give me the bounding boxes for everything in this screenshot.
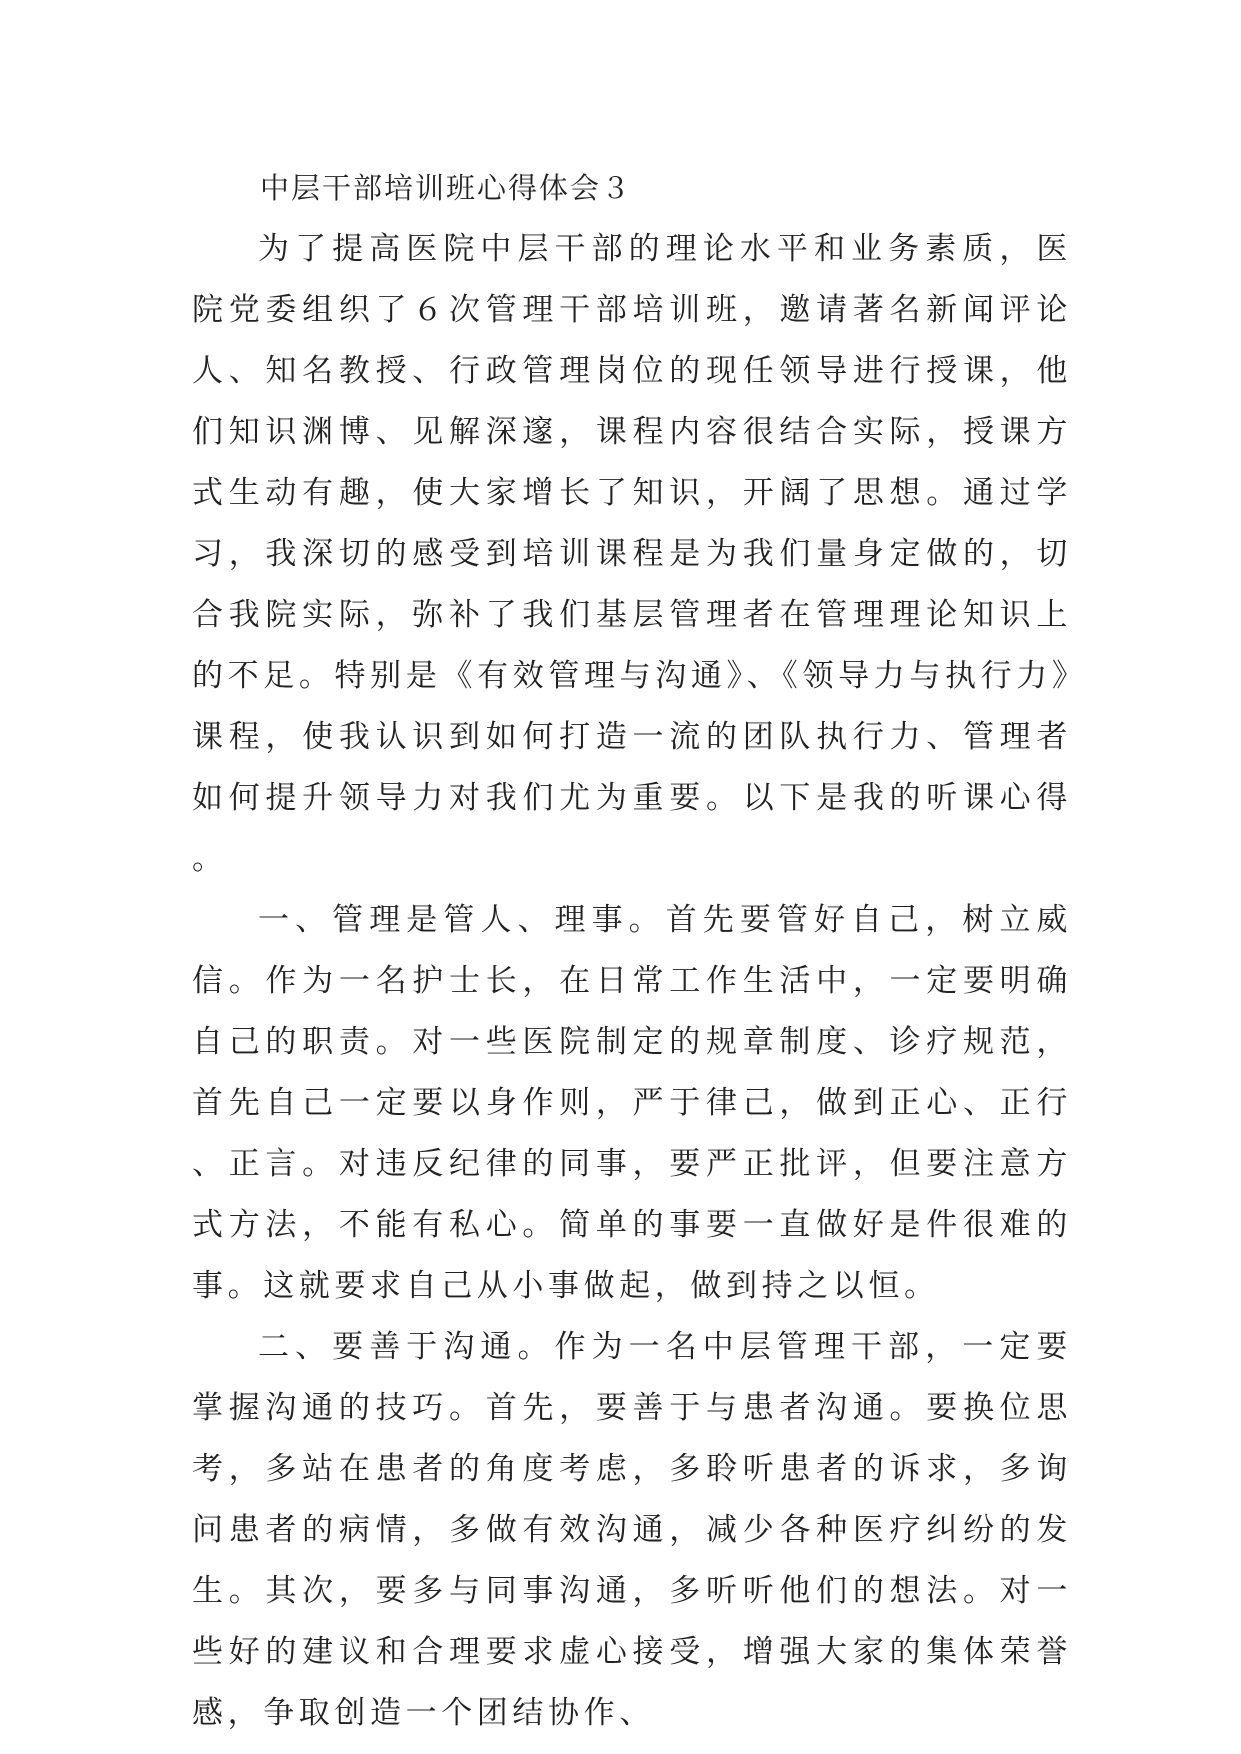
document-title: 中层干部培训班心得体会３: [260, 171, 633, 205]
paragraph-intro: 为了提高医院中层干部的理论水平和业务素质，医院党委组织了６次管理干部培训班，邀请著名新闻评论人、知名教授、行政管理岗位的现任领导进行授课，他们知识渊博、见解深邃，课程内容很结合实际，授课方式生动有趣，使大家增长了知识，开阔了思想。通过学习，我深切的感受到培训课程是为我们量身定做的，切合我院实际，弥补了我们基层管理者在管理理论知识上的不足。特别是《有效管理与沟通》、《领导力与执行力》课程，使我认识到如何打造一流的团队执行力、管理者如何提升领导力对我们尤为重要。以下是我的听课心得。: [192, 231, 1072, 877]
paragraph-section-2: 二、要善于沟通。作为一名中层管理干部，一定要掌握沟通的技巧。首先，要善于与患者沟通。要换位思考，多站在患者的角度考虑，多聆听患者的诉求，多询问患者的病情，多做有效沟通，减少各种医疗纠纷的发生。其次，要多与同事沟通，多听听他们的想法。对一些好的建议和合理要求虚心接受，增强大家的集体荣誉感，争取创造一个团结协作、: [192, 1329, 1072, 1731]
document-body: [192, 158, 1072, 1744]
paragraph-section-1: 一、管理是管人、理事。首先要管好自己，树立威信。作为一名护士长，在日常工作生活中，一定要明确自己的职责。对一些医院制定的规章制度、诊疗规范，首先自己一定要以身作则，严于律己，做到正心、正行、正言。对违反纪律的同事，要严正批评，但要注意方式方法，不能有私心。简单的事要一直做好是件很难的事。这就要求自己从小事做起，做到持之以恒。: [192, 902, 1072, 1304]
